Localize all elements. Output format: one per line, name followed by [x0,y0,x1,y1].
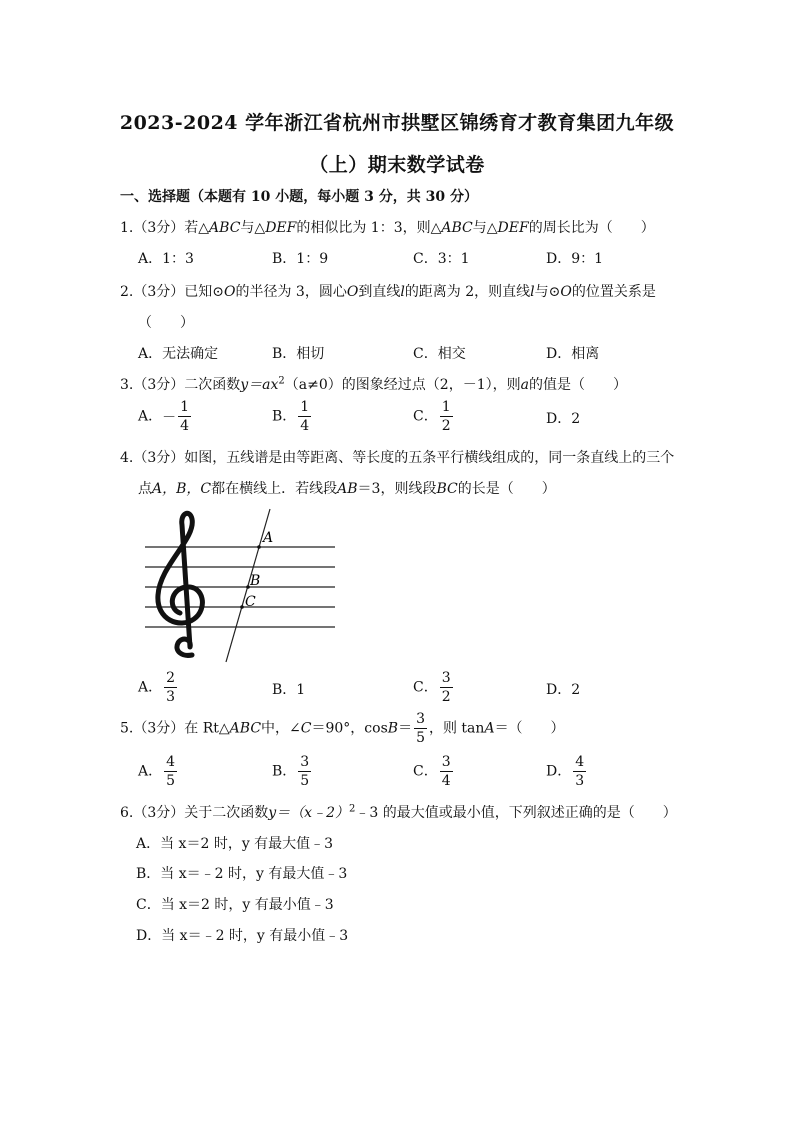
exam-title-line1: 2023-2024 学年浙江省杭州市拱墅区锦绣育才教育集团九年级 [119,112,675,134]
fraction: $\frac{4}{3}$ [575,754,585,789]
fraction: $\frac{1}{2}$ [441,399,451,434]
q5-option-a: A． $\frac{4}{5}$ [138,754,176,789]
label-a: A [263,530,274,546]
q4-option-a: A． $\frac{2}{3}$ [138,670,176,705]
point-c [240,605,244,609]
question-4-line2: 点A，B，C都在横线上．若线段AB＝3，则线段BC的长是（ ） [138,481,556,497]
q3-option-d: D．2 [546,411,581,427]
q3-option-a: A．－ $\frac{1}{4}$ [138,399,190,434]
q6-option-b: B．当 x＝﹣2 时，y 有最大值﹣3 [136,866,348,882]
question-1: 1.（3分）若△ABC与△DEF的相似比为 1：3，则△ABC与△DEF的周长比为（ ） [120,220,655,236]
fraction: $\frac{3}{4}$ [441,754,451,789]
treble-clef-icon [158,513,203,655]
q5-option-c: C． $\frac{3}{4}$ [413,754,451,789]
q5-option-d: D． $\frac{4}{3}$ [546,754,585,789]
question-2-blank: （ ） [138,315,194,331]
fraction: $\frac{3}{2}$ [441,670,451,705]
fraction: $\frac{3}{5}$ [300,754,310,789]
fraction: $\frac{1}{4}$ [300,399,310,434]
exam-title-line2: （上）期末数学试卷 [309,154,485,176]
question-4-line1: 4.（3分）如图，五线谱是由等距离、等长度的五条平行横线组成的，同一条直线上的三个 [120,450,675,466]
q4-option-d: D．2 [546,682,581,698]
q2-option-b: B．相切 [272,346,325,362]
q3-option-b: B． $\frac{1}{4}$ [272,399,310,434]
label-c: C [245,594,256,610]
q4-option-b: B．1 [272,682,306,698]
fraction: $\frac{2}{3}$ [166,670,176,705]
question-2: 2.（3分）已知⊙O的半径为 3，圆心O到直线l的距离为 2，则直线l与⊙O的位置关系是 [120,284,656,300]
music-staff-figure [130,505,350,670]
label-b: B [250,573,261,589]
q1-option-a: A．1：3 [138,251,194,267]
q6-option-d: D．当 x＝﹣2 时，y 有最小值﹣3 [136,928,349,944]
q1-option-c: C．3：1 [413,251,470,267]
question-3: 3.（3分）二次函数$y=ax^2(a\ne 0)$的图象经过点（2，－1），则a的值是（ ） [120,375,627,393]
q6-option-a: A．当 x＝2 时，y 有最大值﹣3 [136,836,334,852]
fraction: $\frac{1}{4}$ [180,399,190,434]
q3-option-c: C． $\frac{1}{2}$ [413,399,451,434]
q6-option-c: C．当 x＝2 时，y 有最小值﹣3 [136,897,334,913]
fraction: $\frac{4}{5}$ [166,754,176,789]
q1-option-d: D．9：1 [546,251,604,267]
section-heading: 一、选择题（本题有 10 小题，每小题 3 分，共 30 分） [120,189,478,205]
fraction: $\frac{3}{5}$ [416,711,425,746]
q4-option-c: C． $\frac{3}{2}$ [413,670,451,705]
question-5: 5.（3分）在 Rt△ABC中，∠C＝90°，cosB＝ $\frac{3}{5}$ ，则 tanA＝（ ） [120,711,565,746]
q2-option-c: C．相交 [413,346,466,362]
point-a [257,545,261,549]
q1-option-b: B．1：9 [272,251,329,267]
q2-option-d: D．相离 [546,346,600,362]
question-6: 6.（3分）关于二次函数y＝（x﹣2）$^2$﹣3 的最大值或最小值，下列叙述正确的是（ ） [120,803,677,821]
q2-option-a: A．无法确定 [138,346,219,362]
q5-option-b: B． $\frac{3}{5}$ [272,754,310,789]
